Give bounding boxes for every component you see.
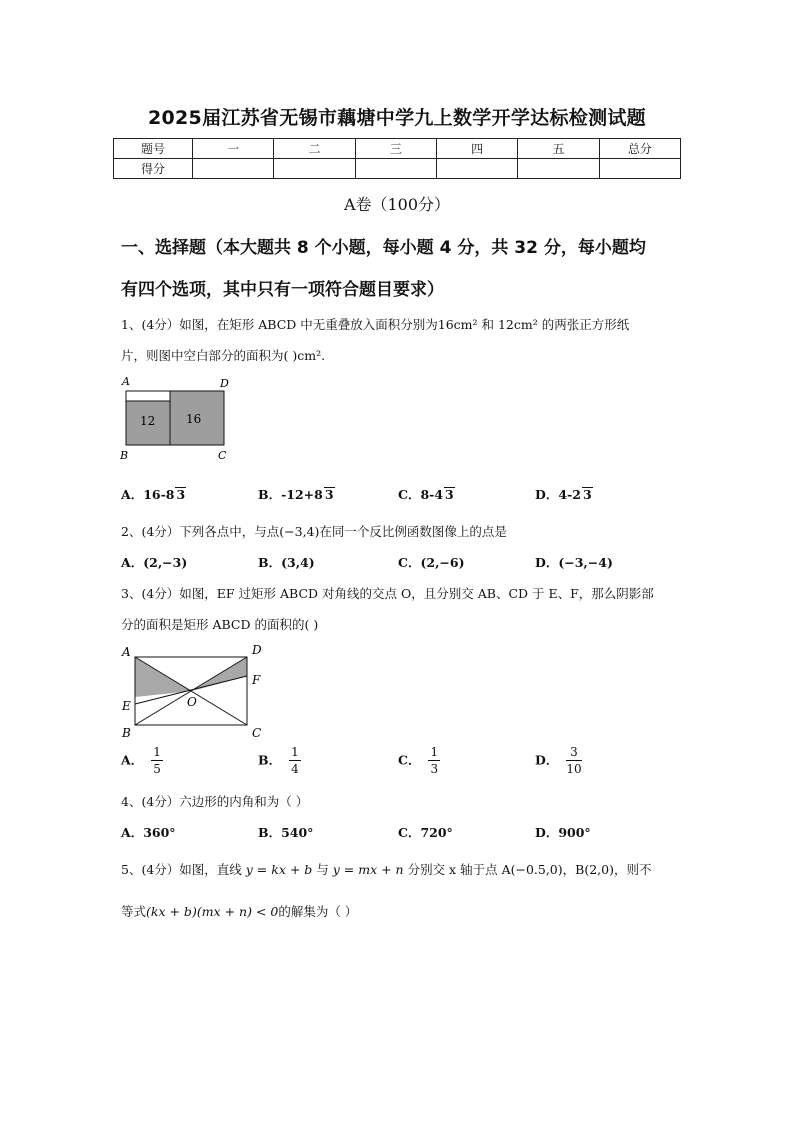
q3-label-o: O — [187, 695, 197, 709]
fraction-denominator: 4 — [291, 762, 299, 776]
option-value: (2,−6) — [420, 555, 465, 570]
q3-shaded-left — [135, 657, 192, 697]
q1-label-big: 16 — [186, 412, 202, 426]
option-label: C． — [398, 825, 421, 840]
q3-option-d[interactable] — [535, 745, 582, 777]
option-label: D． — [535, 555, 559, 570]
fraction — [289, 745, 301, 777]
option-label: B． — [258, 555, 282, 570]
option-value: 16-8 — [143, 487, 175, 502]
q5-text-part: 的解集为（ ） — [278, 904, 358, 919]
q3-label-e: E — [122, 699, 131, 713]
option-label: A． — [121, 487, 144, 502]
q2-text: 2、(4分）下列各点中，与点(−3,4)在同一个反比例函数图像上的点是 — [121, 524, 507, 539]
option-label: C． — [398, 555, 421, 570]
q1-option-c[interactable] — [398, 485, 455, 503]
option-label: D． — [535, 825, 559, 840]
fraction — [566, 745, 581, 777]
score-blank-cell[interactable] — [436, 159, 517, 179]
q5-text-line2 — [121, 902, 357, 920]
score-header-cell: 二 — [274, 139, 355, 159]
q3-option-b[interactable] — [258, 745, 301, 777]
q5-inequality: (kx + b)(mx + n) < 0 — [146, 904, 279, 919]
q5-text-part: 5、(4分）如图，直线 — [121, 862, 246, 877]
score-blank-cell[interactable] — [518, 159, 599, 179]
q5-text-part: ， — [562, 862, 576, 877]
score-header-cell: 四 — [436, 139, 517, 159]
q1-label-c: C — [218, 449, 227, 462]
option-value: 360° — [143, 825, 176, 840]
q2-option-d[interactable] — [535, 553, 613, 571]
option-value: 4-2 — [558, 487, 581, 502]
q1-option-d[interactable] — [535, 485, 593, 503]
score-table — [113, 138, 681, 179]
option-label: B． — [258, 752, 282, 768]
score-header-cell: 三 — [355, 139, 436, 159]
sqrt-radicand: 3 — [582, 487, 592, 502]
option-value: 540° — [281, 825, 314, 840]
score-blank-cell[interactable] — [193, 159, 274, 179]
q3-option-c[interactable] — [398, 745, 440, 777]
sqrt-radicand: 3 — [324, 487, 334, 502]
q3-option-a[interactable] — [121, 745, 163, 777]
q4-option-c[interactable] — [398, 823, 453, 841]
q3-label-d: D — [252, 643, 262, 657]
fraction-numerator: 3 — [566, 745, 581, 761]
section-heading-line2: 有四个选项，其中只有一项符合题目要求） — [121, 280, 444, 300]
score-row-label: 得分 — [114, 159, 193, 179]
q1-option-a[interactable] — [121, 485, 186, 503]
q4-option-a[interactable] — [121, 823, 176, 841]
q5-point-b: B(2,0) — [575, 862, 614, 877]
option-label: A． — [121, 752, 144, 768]
q1-text-line2: 片，则图中空白部分的面积为( )cm². — [121, 348, 326, 363]
q5-text-part: 与 — [312, 862, 333, 877]
score-blank-cell[interactable] — [355, 159, 436, 179]
q5-equation-2: y = mx + n — [332, 862, 404, 877]
fraction-denominator: 3 — [430, 762, 439, 776]
fraction — [151, 745, 163, 777]
q2-option-b[interactable] — [258, 553, 315, 571]
q1-figure — [115, 373, 235, 465]
option-label: A． — [121, 825, 144, 840]
q1-label-b: B — [120, 449, 129, 462]
q5-equation-1: y = kx + b — [245, 862, 313, 877]
score-header-cell: 一 — [193, 139, 274, 159]
q5-text-part: 等式 — [121, 904, 147, 919]
option-label: B． — [258, 825, 282, 840]
option-label: D． — [535, 752, 559, 768]
q4-option-b[interactable] — [258, 823, 313, 841]
paper-part-heading: A卷（100分） — [343, 195, 451, 214]
q2-option-c[interactable] — [398, 553, 465, 571]
option-label: A． — [121, 555, 144, 570]
score-header-cell: 总分 — [599, 139, 680, 159]
q3-label-a: A — [122, 645, 131, 659]
q3-figure — [115, 642, 275, 742]
q4-text: 4、(4分）六边形的内角和为（ ） — [121, 794, 309, 809]
q1-text-line1: 1、(4分）如图，在矩形 ABCD 中无重叠放入面积分别为16cm² 和 12cm² 的两张正方形纸 — [121, 317, 630, 332]
q5-point-a: A(−0.5,0) — [501, 862, 563, 877]
q2-option-a[interactable] — [121, 553, 187, 571]
fraction-denominator: 10 — [566, 762, 582, 776]
option-label: D． — [535, 487, 559, 502]
q4-option-d[interactable] — [535, 823, 591, 841]
option-value: 8-4 — [420, 487, 444, 502]
option-value: (2,−3) — [143, 555, 188, 570]
fraction-numerator: 1 — [430, 745, 439, 759]
q3-label-c: C — [252, 726, 262, 740]
page-title: 2025届江苏省无锡市藕塘中学九上数学开学达标检测试题 — [148, 107, 646, 129]
fraction-numerator: 1 — [153, 745, 161, 759]
option-label: B． — [258, 487, 282, 502]
score-header-cell: 五 — [518, 139, 599, 159]
score-table-header-row — [114, 139, 681, 159]
option-value: 720° — [420, 825, 453, 840]
q1-label-small: 12 — [140, 414, 156, 428]
q1-label-a: A — [122, 375, 130, 388]
option-value: 900° — [558, 825, 591, 840]
option-label: C． — [398, 487, 421, 502]
option-value: (3,4) — [281, 555, 315, 570]
q3-text-line1: 3、(4分）如图，EF 过矩形 ABCD 对角线的交点 O，且分别交 AB、CD 于 E、F，那么阴影部 — [121, 586, 654, 601]
score-blank-cell[interactable] — [599, 159, 680, 179]
q3-text-line2: 分的面积是矩形 ABCD 的面积的( ) — [121, 617, 319, 632]
score-blank-cell[interactable] — [274, 159, 355, 179]
sqrt-radicand: 3 — [445, 487, 454, 502]
fraction-denominator: 5 — [153, 762, 161, 776]
q3-label-b: B — [122, 726, 131, 740]
fraction-numerator: 1 — [291, 745, 299, 759]
q1-label-d: D — [220, 377, 229, 390]
score-header-cell: 题号 — [114, 139, 193, 159]
option-value: (−3,−4) — [558, 555, 613, 570]
score-table-score-row — [114, 159, 681, 179]
fraction — [428, 745, 440, 777]
q3-label-f: F — [252, 673, 261, 687]
q1-option-b[interactable] — [258, 485, 335, 503]
q5-text-part: 分别交 x 轴于点 — [403, 862, 502, 877]
section-heading-line1: 一、选择题（本大题共 8 个小题，每小题 4 分，共 32 分，每小题均 — [121, 238, 646, 258]
q5-text-line1 — [121, 860, 651, 878]
option-label: C． — [398, 752, 421, 768]
q5-text-part: ，则不 — [613, 862, 652, 877]
sqrt-radicand: 3 — [176, 487, 186, 502]
option-value: -12+8 — [281, 487, 323, 502]
